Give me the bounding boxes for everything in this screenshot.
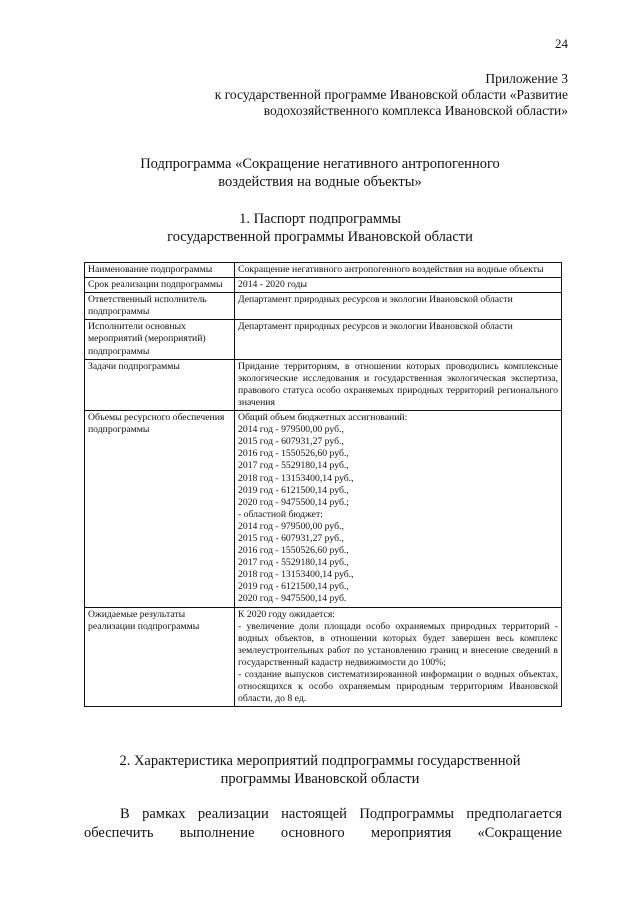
annex-header <box>98 71 568 119</box>
row-label: Срок реализации подпрограммы <box>85 278 235 293</box>
table-row <box>85 411 562 608</box>
row-label: Ответственный исполнитель подпрограммы <box>85 293 235 320</box>
funding-line: 2018 год - 13153400,14 руб., <box>238 472 354 484</box>
body-paragraph: В рамках реализации настоящей Подпрограммы предполагается обеспечить выполнение основного мероприятия «Сокращение <box>84 806 562 841</box>
funding-line: 2017 год - 5529180,14 руб., <box>238 460 349 472</box>
funding-line: 2018 год - 13153400,14 руб., <box>238 569 354 581</box>
funding-line: 2017 год - 5529180,14 руб., <box>238 557 349 569</box>
funding-line: 2016 год - 1550526,60 руб., <box>238 545 349 557</box>
funding-line: - областной бюджет: <box>238 508 323 520</box>
row-label: Задачи подпрограммы <box>85 359 235 410</box>
annex-line-3: водохозяйственного комплекса Ивановской области» <box>263 103 568 118</box>
funding-cell <box>235 411 562 608</box>
subprogram-title-line-2: воздействия на водные объекты» <box>218 174 422 190</box>
passport-title-line-2: государственной программы Ивановской области <box>167 229 473 245</box>
table-row <box>85 320 562 359</box>
funding-line: 2016 год - 1550526,60 руб., <box>238 448 349 460</box>
row-label: Объемы ресурсного обеспечения подпрограммы <box>85 411 235 608</box>
table-row <box>85 359 562 410</box>
passport-title-line-1: 1. Паспорт подпрограммы <box>239 211 401 227</box>
table-row <box>85 278 562 293</box>
section-2-heading <box>0 752 640 788</box>
funding-line: 2014 год - 979500,00 руб., <box>238 424 344 436</box>
funding-line: 2020 год - 9475500,14 руб.; <box>238 496 350 508</box>
funding-line: 2015 год - 607931,27 руб., <box>238 532 344 544</box>
results-item: - создание выпусков систематизированной информации о водных объектах, относящихся к особо охраняемым природным территориям Ивановской области, до 8 ед. <box>238 669 558 705</box>
section-2-heading-line-1: 2. Характеристика мероприятий подпрограммы государственной <box>119 753 521 769</box>
row-label: Исполнители основных мероприятий (мероприятий) подпрограммы <box>85 320 235 359</box>
row-value: Департамент природных ресурсов и экологии Ивановской области <box>235 293 562 320</box>
funding-line: 2019 год - 6121500,14 руб., <box>238 484 349 496</box>
passport-title <box>0 210 640 246</box>
passport-table <box>84 262 562 707</box>
page-number: 24 <box>555 36 568 51</box>
row-label: Ожидаемые результаты реализации подпрограммы <box>85 607 235 707</box>
results-intro: К 2020 году ожидается: <box>238 608 335 620</box>
funding-line: 2019 год - 6121500,14 руб., <box>238 581 349 593</box>
annex-line-1: Приложение 3 <box>485 71 568 86</box>
table-row <box>85 293 562 320</box>
row-value: Департамент природных ресурсов и экологии Ивановской области <box>235 320 562 359</box>
funding-line: 2015 год - 607931,27 руб., <box>238 436 344 448</box>
row-value: 2014 - 2020 годы <box>235 278 562 293</box>
subprogram-title <box>0 155 640 191</box>
funding-line: Общий объем бюджетных ассигнований: <box>238 412 408 424</box>
table-row <box>85 607 562 707</box>
funding-line: 2020 год - 9475500,14 руб. <box>238 593 347 605</box>
funding-line: 2014 год - 979500,00 руб., <box>238 520 344 532</box>
table-row <box>85 263 562 278</box>
annex-line-2: к государственной программе Ивановской области «Развитие <box>214 87 568 102</box>
results-item: - увеличение доли площади особо охраняемых природных территорий - водных объектов, в отношении которых будет завершен весь комплекс землеустроительных работ по установлению границ и внесение сведений в государственный кадастр недвижимости до 100%; <box>238 620 558 668</box>
row-label: Наименование подпрограммы <box>85 263 235 278</box>
section-2-heading-line-2: программы Ивановской области <box>220 771 420 787</box>
subprogram-title-line-1: Подпрограмма «Сокращение негативного антропогенного <box>140 156 500 172</box>
row-value: Сокращение негативного антропогенного воздействия на водные объекты <box>235 263 562 278</box>
results-cell <box>235 607 562 707</box>
row-value: Придание территориям, в отношении которых проводились комплексные экологические исследования и государственная экологическая экспертиза, правового статуса особо охраняемых природных территорий регионального значения <box>235 359 562 410</box>
